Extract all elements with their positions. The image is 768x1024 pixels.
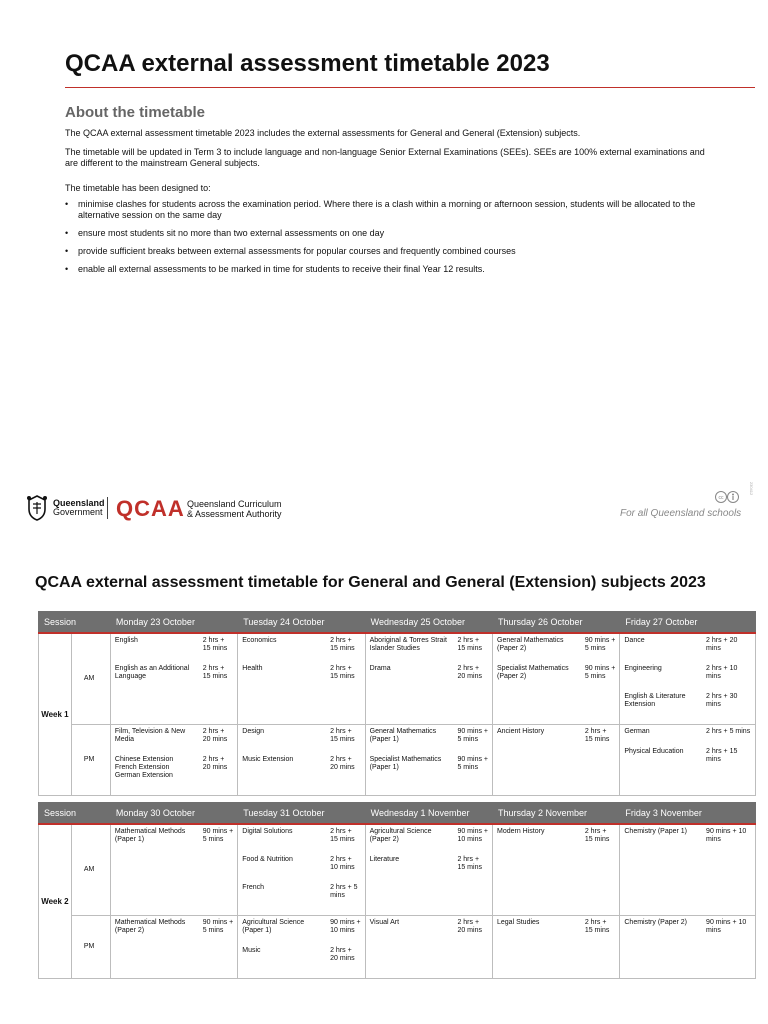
session-label: AM (71, 824, 110, 916)
subject-name: French (242, 884, 265, 891)
subject-cell (110, 633, 198, 725)
duration-cell (702, 824, 755, 916)
license-code: 230412 (749, 481, 755, 496)
duration-cell (326, 633, 365, 725)
exam-duration: 90 mins + 10 mins (706, 919, 747, 934)
subject-name: English (114, 637, 138, 644)
subject-cell (110, 824, 198, 916)
duration-cell (581, 916, 620, 979)
exam-duration: 90 mins + 5 mins (584, 665, 616, 680)
page-title: QCAA external assessment timetable 2023 (65, 50, 550, 77)
day-header: Thursday 2 November (493, 803, 620, 825)
table-row (39, 725, 756, 796)
qcaa-line1: Queensland Curriculum (187, 499, 282, 509)
subject-cell (238, 916, 326, 979)
subject-cell (620, 725, 702, 796)
bullet-item: • ensure most students sit no more than two external assessments on one day (65, 228, 705, 239)
subject-name: Chemistry (Paper 2) (624, 919, 688, 926)
subject-name: Design (242, 728, 265, 735)
exam-duration: 2 hrs + 15 mins (330, 637, 355, 652)
creative-commons-icon (714, 490, 740, 504)
exam-duration: 2 hrs + 15 mins (330, 728, 355, 743)
exam-duration: 2 hrs + 15 mins (584, 919, 610, 934)
subject-name: Economics (242, 637, 277, 644)
duration-cell (326, 725, 365, 796)
exam-duration: 2 hrs + 20 mins (457, 919, 482, 934)
exam-duration: 2 hrs + 15 mins (202, 637, 228, 652)
day-header: Monday 23 October (110, 612, 237, 634)
subject-name: Dance (624, 637, 645, 644)
exam-duration: 2 hrs + 20 mins (706, 637, 738, 652)
subject-name: Mathematical Methods (Paper 1) (114, 828, 186, 843)
subject-name: English as an Additional Language (114, 665, 190, 680)
day-header: Tuesday 31 October (238, 803, 365, 825)
exam-duration: 2 hrs + 10 mins (706, 665, 738, 680)
table-header-row (39, 803, 756, 825)
subject-name: Engineering (624, 665, 662, 672)
exam-duration: 90 mins + 5 mins (457, 756, 488, 771)
session-label: PM (71, 725, 110, 796)
subject-cell (493, 824, 581, 916)
bullet-item: • enable all external assessments to be marked in time for students to receive their final Year 12 results. (65, 264, 705, 275)
subject-name: Specialist Mathematics (Paper 2) (497, 665, 569, 680)
duration-cell (702, 916, 755, 979)
duration-cell (702, 725, 755, 796)
about-heading: About the timetable (65, 104, 206, 121)
subject-cell (238, 725, 326, 796)
subject-cell (620, 824, 702, 916)
subject-name: Chemistry (Paper 1) (624, 828, 688, 835)
session-header: Session (39, 612, 111, 634)
duration-cell (581, 633, 620, 725)
subject-name: General Mathematics (Paper 2) (497, 637, 564, 652)
exam-duration: 2 hrs + 15 mins (584, 828, 610, 843)
exam-duration: 2 hrs + 15 mins (330, 665, 355, 680)
duration-cell (581, 725, 620, 796)
day-header: Friday 3 November (620, 803, 756, 825)
subject-cell (365, 916, 453, 979)
design-goals-list (65, 199, 705, 282)
week-label: Week 2 (39, 824, 72, 979)
subject-name: Digital Solutions (242, 828, 293, 835)
exam-duration: 2 hrs + 20 mins (330, 947, 355, 962)
duration-cell (453, 824, 492, 916)
design-paragraph: The timetable has been designed to: (65, 183, 211, 193)
subject-name: Chinese Extension French Extension German Extension (114, 756, 174, 779)
exam-duration: 90 mins + 5 mins (457, 728, 488, 743)
qld-government-logo (53, 499, 105, 517)
day-header: Friday 27 October (620, 612, 756, 634)
exam-duration: 2 hrs + 30 mins (706, 693, 738, 708)
subject-name: Mathematical Methods (Paper 2) (114, 919, 186, 934)
exam-duration: 90 mins + 10 mins (706, 828, 747, 843)
week-label: Week 1 (39, 633, 72, 796)
duration-cell (199, 633, 238, 725)
queensland-crest-icon (25, 494, 49, 522)
bullet-item: • provide sufficient breaks between external assessments for popular courses and frequently combined courses (65, 246, 705, 257)
tagline: For all Queensland schools (620, 508, 742, 519)
subject-name: Specialist Mathematics (Paper 1) (369, 756, 442, 771)
exam-duration: 2 hrs + 20 mins (202, 756, 228, 771)
timetable-title: QCAA external assessment timetable for General and General (Extension) subjects 2023 (35, 574, 706, 591)
table-row (39, 916, 756, 979)
duration-cell (326, 824, 365, 916)
subject-name: Modern History (497, 828, 545, 835)
subject-name: General Mathematics (Paper 1) (369, 728, 437, 743)
day-header: Wednesday 1 November (365, 803, 492, 825)
duration-cell (199, 824, 238, 916)
subject-name: Legal Studies (497, 919, 540, 926)
duration-cell (453, 725, 492, 796)
week-1-table (38, 611, 756, 796)
qcaa-full-name (187, 499, 282, 519)
subject-cell (620, 916, 702, 979)
duration-cell (453, 916, 492, 979)
subject-name: Health (242, 665, 263, 672)
duration-cell (326, 916, 365, 979)
duration-cell (702, 633, 755, 725)
subject-cell (493, 633, 581, 725)
week-2-table (38, 802, 756, 979)
exam-duration: 2 hrs + 5 mins (330, 884, 358, 899)
subject-name: Ancient History (497, 728, 545, 735)
subject-cell (365, 824, 453, 916)
day-header: Thursday 26 October (493, 612, 620, 634)
exam-duration: 2 hrs + 20 mins (457, 665, 482, 680)
subject-cell (493, 725, 581, 796)
subject-cell (110, 916, 198, 979)
exam-duration: 90 mins + 10 mins (330, 919, 361, 934)
subject-name: Film, Television & New Media (114, 728, 186, 743)
subject-name: Agricultural Science (Paper 2) (369, 828, 432, 843)
session-header: Session (39, 803, 111, 825)
subject-name: Music (242, 947, 261, 954)
duration-cell (199, 725, 238, 796)
subject-cell (238, 633, 326, 725)
subject-name: English & Literature Extension (624, 693, 686, 708)
logo-divider (107, 497, 108, 519)
subject-name: Visual Art (369, 919, 400, 926)
intro-paragraph: The QCAA external assessment timetable 2023 includes the external assessments for General and General (Extension) subjects. (65, 128, 581, 138)
subject-cell (493, 916, 581, 979)
exam-duration: 2 hrs + 5 mins (706, 728, 751, 735)
cc-text: cc (718, 495, 724, 501)
duration-cell (581, 824, 620, 916)
exam-duration: 2 hrs + 15 mins (457, 637, 482, 652)
exam-duration: 2 hrs + 10 mins (330, 856, 355, 871)
subject-cell (620, 633, 702, 725)
exam-duration: 2 hrs + 15 mins (202, 665, 228, 680)
exam-duration: 90 mins + 5 mins (584, 637, 616, 652)
subject-name: German (624, 728, 650, 735)
table-row (39, 633, 756, 725)
exam-duration: 2 hrs + 20 mins (330, 756, 355, 771)
day-header: Tuesday 24 October (238, 612, 365, 634)
duration-cell (453, 633, 492, 725)
subject-cell (365, 725, 453, 796)
subject-name: Drama (369, 665, 391, 672)
table-header-row (39, 612, 756, 634)
table-row (39, 824, 756, 916)
subject-cell (110, 725, 198, 796)
exam-duration: 2 hrs + 15 mins (584, 728, 610, 743)
subject-name: Music Extension (242, 756, 294, 763)
qcaa-logo: QCAA (116, 496, 185, 521)
title-rule (65, 87, 755, 88)
exam-duration: 2 hrs + 20 mins (202, 728, 228, 743)
subject-name: Agricultural Science (Paper 1) (242, 919, 305, 934)
duration-cell (199, 916, 238, 979)
day-header: Wednesday 25 October (365, 612, 492, 634)
exam-duration: 90 mins + 10 mins (457, 828, 488, 843)
qgov-line2: Government (53, 507, 103, 517)
subject-name: Physical Education (624, 748, 684, 755)
subject-name: Literature (369, 856, 400, 863)
day-header: Monday 30 October (110, 803, 237, 825)
subject-name: Aboriginal & Torres Strait Islander Studies (369, 637, 447, 652)
subject-cell (365, 633, 453, 725)
qgov-line1: Queensland (53, 498, 105, 508)
session-label: PM (71, 916, 110, 979)
subject-name: Food & Nutrition (242, 856, 293, 863)
session-label: AM (71, 633, 110, 725)
subject-cell (238, 824, 326, 916)
exam-duration: 2 hrs + 15 mins (457, 856, 482, 871)
exam-duration: 90 mins + 5 mins (202, 828, 234, 843)
qcaa-line2: & Assessment Authority (187, 509, 282, 519)
exam-duration: 2 hrs + 15 mins (330, 828, 355, 843)
footer-branding (25, 481, 755, 524)
bullet-item: • minimise clashes for students across the examination period. Where there is a clash within a morning or afternoon session, students will be allocated to the alternative session on the same day (65, 199, 705, 221)
exam-duration: 90 mins + 5 mins (202, 919, 234, 934)
update-paragraph: The timetable will be updated in Term 3 to include language and non-language Senior External Examinations (SEEs). SEEs are 100% external examinations and are different to the mainstream General subjects. (65, 147, 705, 168)
exam-duration: 2 hrs + 15 mins (706, 748, 738, 763)
